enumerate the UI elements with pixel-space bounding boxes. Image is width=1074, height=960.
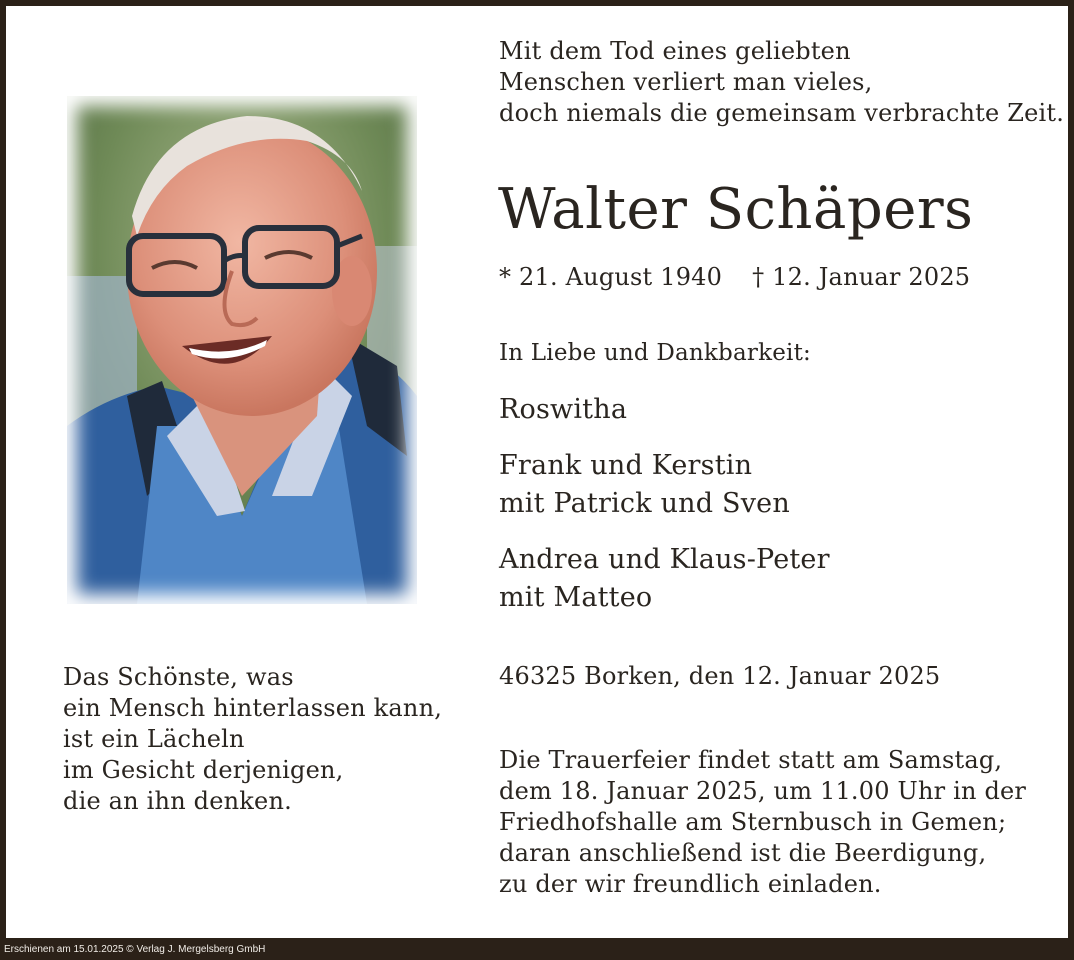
service-line: Die Trauerfeier findet statt am Samstag, bbox=[499, 746, 1003, 774]
family-group bbox=[499, 541, 830, 617]
place-and-date: 46325 Borken, den 12. Januar 2025 bbox=[499, 662, 941, 690]
family-member: Andrea und Klaus-Peter bbox=[499, 544, 830, 575]
family-member: Roswitha bbox=[499, 394, 628, 425]
opening-quote-line: Mit dem Tod eines geliebten bbox=[499, 37, 851, 65]
deceased-name: Walter Schäpers bbox=[498, 177, 974, 242]
life-dates bbox=[499, 262, 970, 292]
memorial-quote bbox=[63, 662, 442, 817]
portrait-photo bbox=[67, 96, 417, 604]
service-line: zu der wir freundlich einladen. bbox=[499, 870, 882, 898]
family-intro: In Liebe und Dankbarkeit: bbox=[499, 340, 811, 366]
opening-quote-line: Menschen verliert man vieles, bbox=[499, 68, 873, 96]
family-list bbox=[499, 391, 830, 635]
memorial-quote-line: die an ihn denken. bbox=[63, 787, 292, 815]
funeral-service-notice bbox=[499, 745, 1026, 900]
memorial-quote-line: ein Mensch hinterlassen kann, bbox=[63, 694, 443, 722]
family-group bbox=[499, 447, 830, 523]
family-member: Frank und Kerstin bbox=[499, 450, 753, 481]
memorial-quote-line: ist ein Lächeln bbox=[63, 725, 245, 753]
memorial-quote-line: im Gesicht derjenigen, bbox=[63, 756, 344, 784]
family-member: mit Matteo bbox=[499, 582, 653, 613]
service-line: daran anschließend ist die Beerdigung, bbox=[499, 839, 987, 867]
family-member: mit Patrick und Sven bbox=[499, 488, 790, 519]
portrait-illustration bbox=[67, 96, 417, 604]
service-line: Friedhofshalle am Sternbusch in Gemen; bbox=[499, 808, 1007, 836]
opening-quote bbox=[499, 36, 1064, 129]
family-group bbox=[499, 391, 830, 429]
service-line: dem 18. Januar 2025, um 11.00 Uhr in der bbox=[499, 777, 1027, 805]
birth-date: * 21. August 1940 bbox=[499, 263, 723, 291]
publication-footer: Erschienen am 15.01.2025 © Verlag J. Mergelsberg GmbH bbox=[4, 944, 266, 955]
memorial-quote-line: Das Schönste, was bbox=[63, 663, 294, 691]
opening-quote-line: doch niemals die gemeinsam verbrachte Zeit. bbox=[499, 99, 1065, 127]
death-date: † 12. Januar 2025 bbox=[752, 263, 971, 291]
